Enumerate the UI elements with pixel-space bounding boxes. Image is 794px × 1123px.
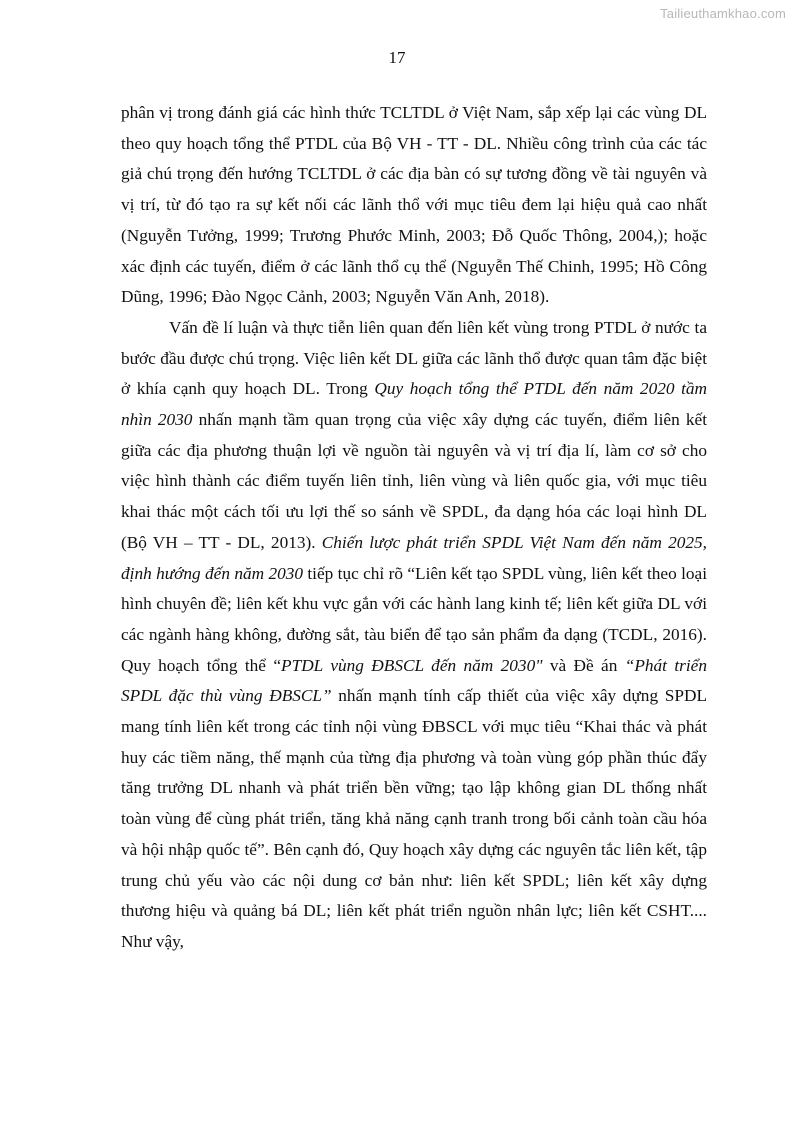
- text-run: phân vị trong đánh giá các hình thức TCLTDL ở Việt Nam, sắp xếp lại các vùng DL theo quy hoạch tổng thể PTDL của Bộ VH - TT - DL. Nhiều công trình của các tác giả chú trọng đến hướng TCLTDL ở các địa bàn có sự tương đồng về tài nguyên và vị trí, từ đó tạo ra sự kết nối các lãnh thổ với mục tiêu đem lại hiệu quả cao nhất (Nguyễn Tưởng, 1999; Trương Phước Minh, 2003; Đỗ Quốc Thông, 2004,); hoặc xác định các tuyến, điểm ở các lãnh thổ cụ thể (Nguyễn Thế Chinh, 1995; Hồ Công Dũng, 1996; Đào Ngọc Cảnh, 2003; Nguyễn Văn Anh, 2018).: [121, 103, 707, 307]
- italic-run: Chiến lược phát triển SPDL Việt Nam đến năm 2025, định hướng đến năm 2030: [121, 532, 707, 583]
- watermark-text: Tailieuthamkhao.com: [660, 6, 786, 21]
- italic-run: Quy hoạch tổng thể PTDL đến năm 2020 tầm nhìn 2030: [121, 379, 707, 430]
- text-run: Vấn đề lí luận và thực tiễn liên quan đến liên kết vùng trong PTDL ở nước ta bước đầu được chú trọng. Việc liên kết DL giữa các lãnh thổ được quan tâm đặc biệt ở khía cạnh quy hoạch DL. Trong: [121, 317, 707, 399]
- italic-run: “Phát triển SPDL đặc thù vùng ĐBSCL”: [121, 655, 707, 706]
- page-number: 17: [388, 48, 406, 67]
- paragraph: [121, 98, 707, 313]
- italic-run: PTDL vùng ĐBSCL đến năm 2030": [281, 655, 543, 675]
- text-run: nhấn mạnh tầm quan trọng của việc xây dựng các tuyến, điểm liên kết giữa các địa phương thuận lợi về nguồn tài nguyên và vị trí địa lí, làm cơ sở cho việc hình thành các điểm tuyến liên tỉnh, liên vùng và liên quốc gia, với mục tiêu khai thác một cách tối ưu lợi thế so sánh về SPDL, đa dạng hóa các loại hình DL (Bộ VH – TT - DL, 2013).: [121, 410, 707, 552]
- text-run: tiếp tục chỉ rõ “Liên kết tạo SPDL vùng, liên kết theo loại hình chuyên đề; liên kết khu vực gắn với các hành lang kinh tế; liên kết giữa DL với các ngành hàng không, đường sắt, tàu biển để tạo sản phẩm đa dạng (TCDL, 2016). Quy hoạch tổng thể “: [121, 563, 707, 675]
- text-run: và Đề án: [542, 655, 625, 675]
- body-text: [121, 98, 707, 958]
- paragraph: [121, 313, 707, 958]
- text-run: nhấn mạnh tính cấp thiết của việc xây dựng SPDL mang tính liên kết trong các tỉnh nội vùng ĐBSCL với mục tiêu “Khai thác và phát huy các tiềm năng, thế mạnh của từng địa phương và toàn vùng góp phần thúc đẩy tăng trưởng DL nhanh và phát triển bền vững; tạo lập không gian DL thống nhất toàn vùng để cùng phát triển, tăng khả năng cạnh tranh trong bối cảnh toàn cầu hóa và hội nhập quốc tế”. Bên cạnh đó, Quy hoạch xây dựng các nguyên tắc liên kết, tập trung chủ yếu vào các nội dung cơ bản như: liên kết SPDL; liên kết xây dựng thương hiệu và quảng bá DL; liên kết phát triển nguồn nhân lực; liên kết CSHT.... Như vậy,: [121, 686, 707, 951]
